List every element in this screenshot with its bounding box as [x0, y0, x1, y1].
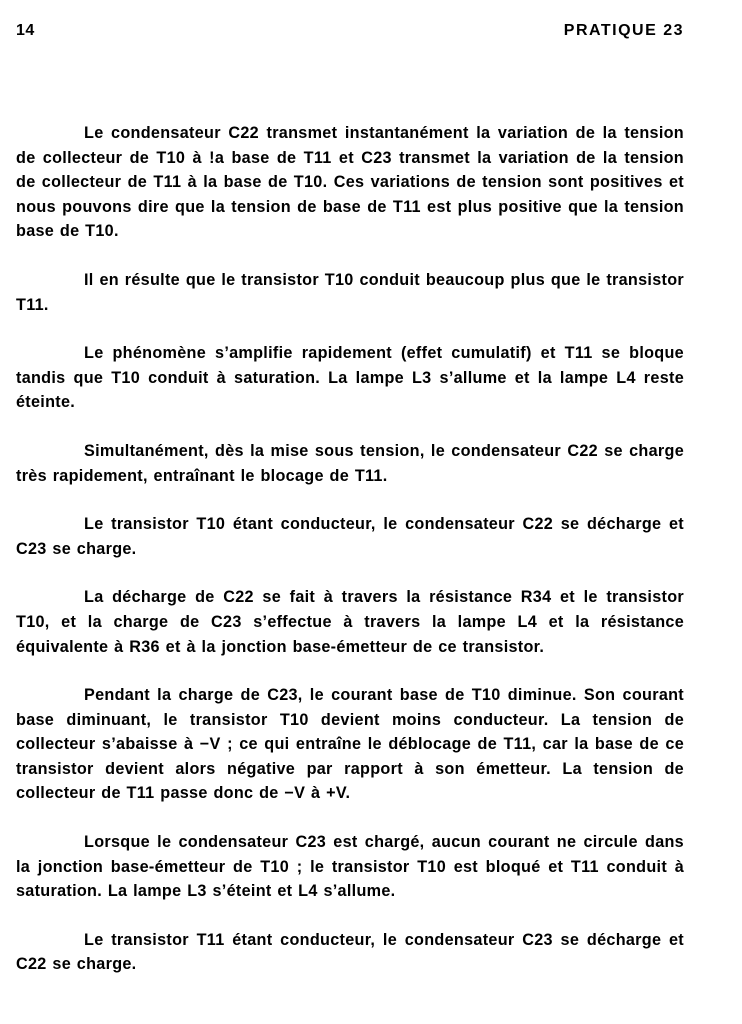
paragraph-8: Lorsque le condensateur C23 est chargé, aucun courant ne circule dans la jonction base-émetteur de T10 ; le transistor T10 est bloqué et T11 conduit à saturation. La lampe L3 s’éteint et L4 s’allume. — [16, 833, 684, 901]
paragraph-2: Il en résulte que le transistor T10 conduit beaucoup plus que le transistor T11. — [16, 270, 684, 314]
page-title: PRATIQUE 23 — [563, 22, 684, 39]
document-body — [16, 121, 684, 1001]
paragraph-1: Le condensateur C22 transmet instantanément la variation de la tension de collecteur de T10 à !a base de T11 et C23 transmet la variation de la tension de collecteur de T11 à la base de T10. Ces variations de tension sont positives et nous pouvons dire que la tension de base de T11 est plus positive que la tension base de T10. — [16, 124, 684, 241]
paragraph-4: Simultanément, dès la mise sous tension, le condensateur C22 se charge très rapidement, entraînant le blocage de T11. — [16, 441, 684, 485]
page-header — [16, 22, 684, 46]
paragraph-7: Pendant la charge de C23, le courant base de T10 diminue. Son courant base diminuant, le transistor T10 devient moins conducteur. La tension de collecteur s’abaisse à −V ; ce qui entraîne le déblocage de T11, car la base de ce transistor devient alors négative par rapport à son émetteur. La tension de collecteur de T11 passe donc de −V à +V. — [16, 686, 684, 803]
paragraph-3: Le phénomène s’amplifie rapidement (effet cumulatif) et T11 se bloque tandis que T10 conduit à saturation. La lampe L3 s’allume et la lampe L4 reste éteinte. — [16, 344, 684, 412]
paragraph-5: Le transistor T10 étant conducteur, le condensateur C22 se décharge et C23 se charge. — [16, 515, 684, 558]
page-number: 14 — [16, 22, 35, 39]
paragraph-6: La décharge de C22 se fait à travers la résistance R34 et le transistor T10, et la charge de C23 s’effectue à travers la lampe L4 et la résistance équivalente à R36 et à la jonction base-émetteur de ce transistor. — [16, 588, 684, 656]
paragraph-9: Le transistor T11 étant conducteur, le condensateur C23 se décharge et C22 se charge. — [16, 930, 684, 974]
